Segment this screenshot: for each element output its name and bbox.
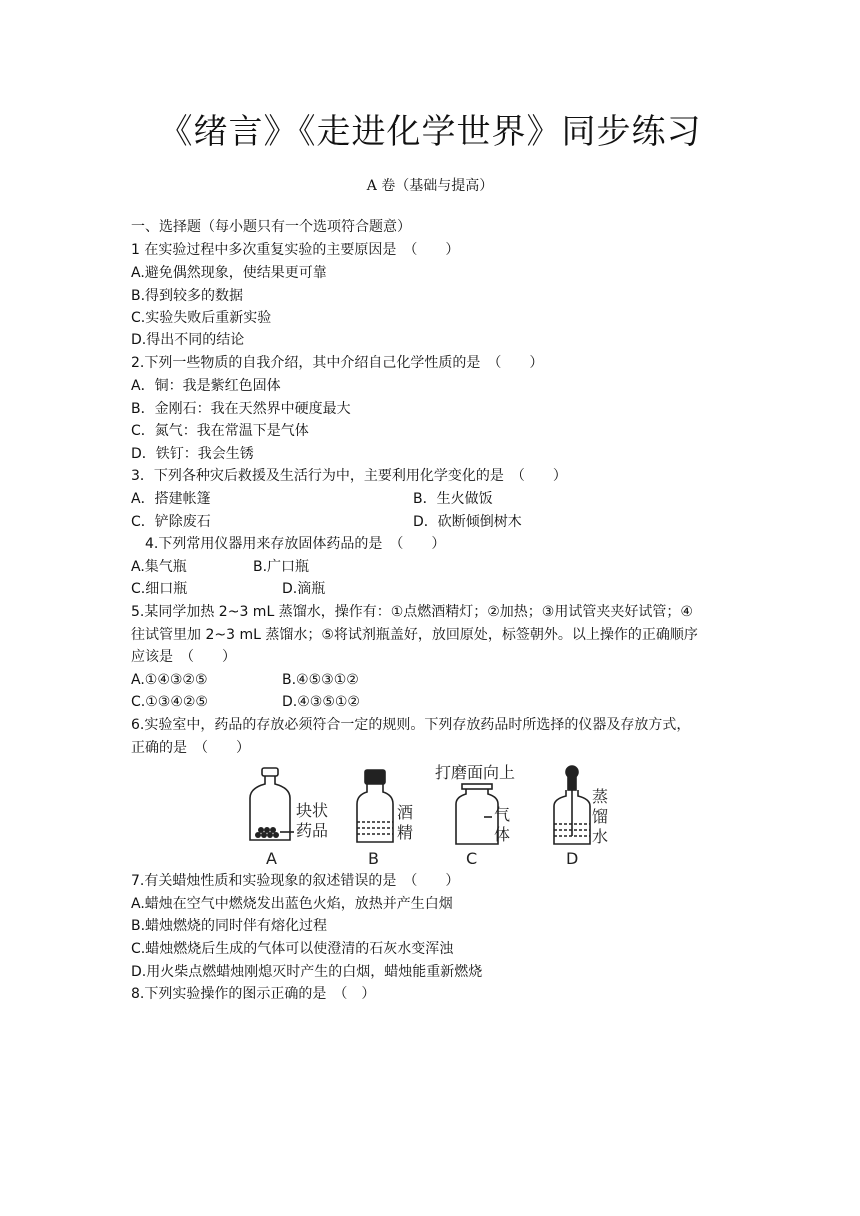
question-4-row-2 xyxy=(131,578,326,600)
question-5-row-2 xyxy=(131,691,360,713)
label-d-3: 水 xyxy=(592,827,609,846)
label-c-top: 打磨面向上 xyxy=(435,763,516,782)
question-4-option-c: C.细口瓶 xyxy=(131,581,188,597)
question-3-option-c: C．铲除废石 xyxy=(131,514,211,530)
option-d-letter: D xyxy=(566,849,579,868)
question-5-option-a: A.①④③②⑤ xyxy=(131,672,208,688)
question-1-option-b: B.得到较多的数据 xyxy=(131,288,244,304)
option-c-letter: C xyxy=(466,849,478,868)
question-5-option-d: D.④③⑤①② xyxy=(282,694,360,710)
label-c-1: 气 xyxy=(494,805,511,824)
question-7-option-d: D.用火柴点燃蜡烛刚熄灭时产生的白烟，蜡烛能重新燃烧 xyxy=(131,964,483,980)
question-4-stem: 4.下列常用仪器用来存放固体药品的是 （ ） xyxy=(145,536,446,552)
question-8-stem: 8.下列实验操作的图示正确的是 （ ） xyxy=(131,986,376,1002)
label-b-2: 精 xyxy=(397,823,414,842)
bottle-b xyxy=(357,770,393,842)
question-5-option-c: C.①③④②⑤ xyxy=(131,694,208,710)
question-2-option-a: A．铜：我是紫红色固体 xyxy=(131,378,281,394)
label-b-1: 酒 xyxy=(397,803,414,822)
option-b-letter: B xyxy=(368,849,379,868)
question-3-stem: 3．下列各种灾后救援及生活行为中，主要利用化学变化的是 （ ） xyxy=(131,468,567,484)
question-7-option-b: B.蜡烛燃烧的同时伴有熔化过程 xyxy=(131,918,328,934)
section-heading: 一、选择题（每小题只有一个选项符合题意） xyxy=(131,219,411,235)
question-7-stem: 7.有关蜡烛性质和实验现象的叙述错误的是 （ ） xyxy=(131,873,460,889)
question-3-option-b: B．生火做饭 xyxy=(413,491,493,507)
question-3-option-a: A．搭建帐篷 xyxy=(131,491,211,507)
question-1-option-c: C.实验失败后重新实验 xyxy=(131,310,272,326)
question-2-option-c: C．氮气：我在常温下是气体 xyxy=(131,423,309,439)
question-5-stem-line-3: 应该是 （ ） xyxy=(131,649,236,665)
option-a-letter: A xyxy=(266,849,277,868)
question-7-option-c: C.蜡烛燃烧后生成的气体可以使澄清的石灰水变浑浊 xyxy=(131,941,454,957)
question-1-option-d: D.得出不同的结论 xyxy=(131,332,245,348)
label-a-2: 药品 xyxy=(296,821,329,840)
label-c-2: 体 xyxy=(494,825,511,844)
question-3-option-d: D．砍断倾倒树木 xyxy=(413,514,522,530)
question-2-option-b: B．金刚石：我在天然界中硬度最大 xyxy=(131,401,351,417)
question-6-stem-line-2: 正确的是 （ ） xyxy=(131,740,250,756)
question-4-row-1 xyxy=(131,556,310,578)
question-5-row-1 xyxy=(131,669,359,691)
label-d-2: 馏 xyxy=(592,807,609,826)
bottle-c xyxy=(456,784,498,844)
bottle-d xyxy=(554,766,590,844)
page-subtitle: A 卷（基础与提高） xyxy=(366,178,494,194)
question-5-stem-line-1: 5.某同学加热 2~3 mL 蒸馏水，操作有：①点燃酒精灯；②加热；③用试管夹夹好试管；④ xyxy=(131,604,693,620)
question-2-option-d: D．铁钉：我会生锈 xyxy=(131,446,254,462)
question-7-option-a: A.蜡烛在空气中燃烧发出蓝色火焰，放热并产生白烟 xyxy=(131,896,453,912)
question-6-stem-line-1: 6.实验室中，药品的存放必须符合一定的规则。下列存放药品时所选择的仪器及存放方式， xyxy=(131,717,691,733)
question-5-option-b: B.④⑤③①② xyxy=(282,672,359,688)
question-2-stem: 2.下列一些物质的自我介绍，其中介绍自己化学性质的是 （ ） xyxy=(131,355,544,371)
question-3-row-1 xyxy=(131,488,493,510)
question-5-stem-line-2: 往试管里加 2~3 mL 蒸馏水；⑤将试剂瓶盖好，放回原处，标签朝外。以上操作的正确顺序 xyxy=(131,627,698,643)
page-title: 《绪言》《走进化学世界》同步练习 xyxy=(158,112,702,152)
question-1-option-a: A.避免偶然现象，使结果更可靠 xyxy=(131,265,327,281)
bottle-a xyxy=(250,768,294,840)
question-4-option-a: A.集气瓶 xyxy=(131,559,187,575)
question-4-option-b: B.广口瓶 xyxy=(253,559,310,575)
question-1-stem: 1 在实验过程中多次重复实验的主要原因是 （ ） xyxy=(131,242,460,258)
label-a-1: 块状 xyxy=(296,801,329,820)
question-3-row-2 xyxy=(131,511,522,533)
question-4-option-d: D.滴瓶 xyxy=(282,581,326,597)
label-d-1: 蒸 xyxy=(592,787,609,806)
storage-figure xyxy=(240,762,620,872)
